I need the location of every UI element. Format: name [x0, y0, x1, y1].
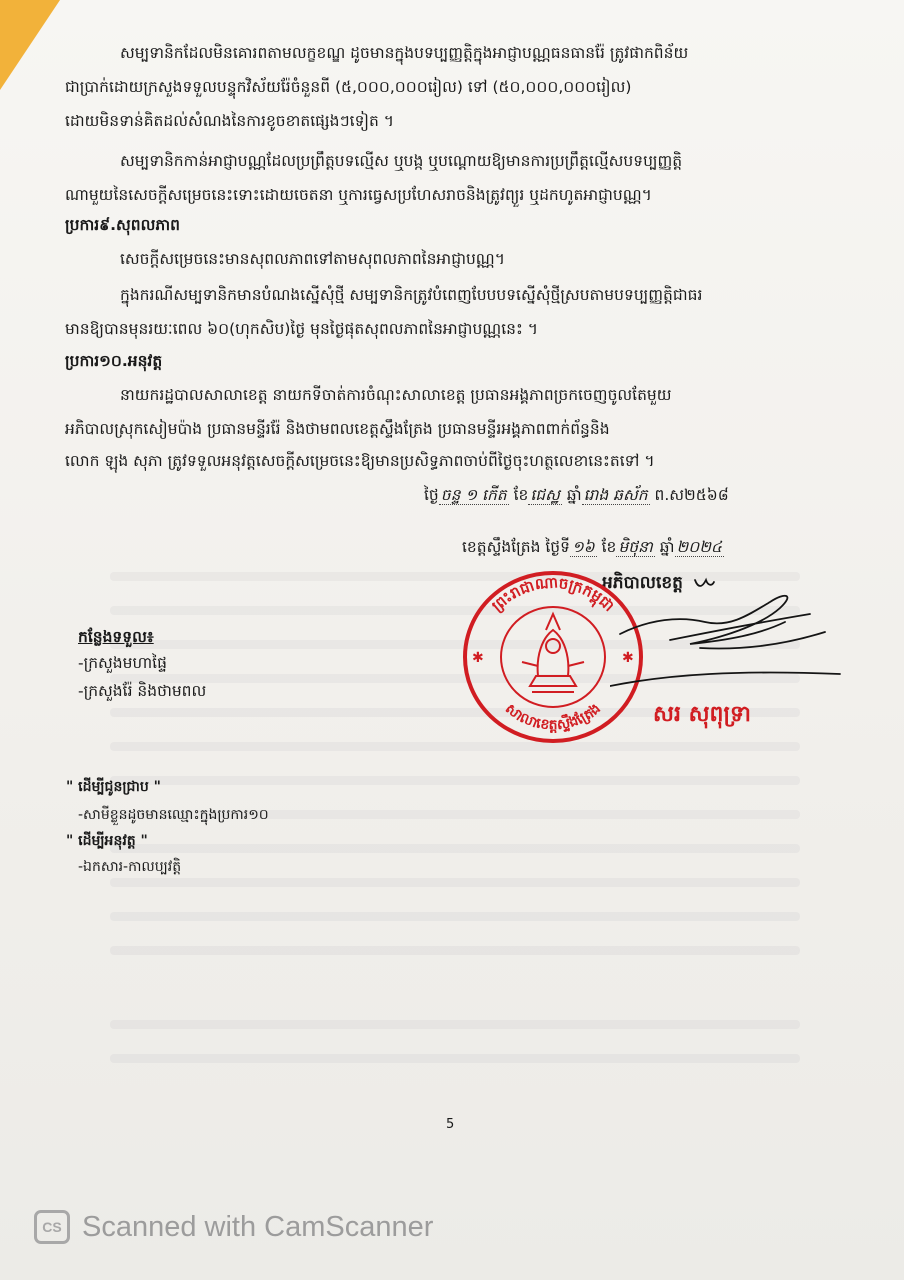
camscanner-text: Scanned with CamScanner [82, 1210, 434, 1243]
body-line: ជាប្រាក់ដោយក្រសួងទទួលបន្ទុកវិស័យរ៉ែចំនួនពី (៥,០០០,០០០រៀល) ទៅ (៥០,០០០,០០០រៀល) [65, 78, 632, 96]
body-line: មានឱ្យបានមុនរយៈពេល ៦០(ហុកសិប)ថ្ងៃ មុនថ្ងៃផុតសុពលភាពនៃអាជ្ញាបណ្ណនេះ ។ [65, 320, 538, 338]
solar-day: ១៦ [571, 538, 595, 556]
recipient-item: -ក្រសួងមហាផ្ទៃ [78, 654, 167, 672]
body-line: ដោយមិនទាន់គិតដល់សំណងនៃការខូចខាតផ្សេងៗទៀត ។ [65, 112, 395, 130]
body-line: សេចក្តីសម្រេចនេះមានសុពលភាពទៅតាមសុពលភាពនៃអាជ្ញាបណ្ណ។ [120, 250, 505, 268]
solar-year: ២០២៤ [676, 538, 722, 556]
bleed-through-line [110, 946, 800, 955]
body-line: ក្នុងករណីសម្បទានិកមានបំណងស្នើសុំថ្មី សម្បទានិកត្រូវបំពេញបែបបទស្នើសុំថ្មីស្របតាមបទប្បញ្ញត្តិជាធរ [120, 286, 703, 304]
bleed-through-line [110, 1054, 800, 1063]
for-action-heading: " ដើម្បីអនុវត្ត " [66, 833, 148, 849]
lunar-month-label: ខែ [513, 486, 529, 504]
bleed-through-line [110, 878, 800, 887]
lunar-era: ព.ស២៥៦៨ [654, 486, 729, 504]
solar-year-label: ឆ្នាំ [659, 538, 675, 556]
stamp-text-top: ព្រះរាជាណាចក្រកម្ពុជា [488, 573, 619, 616]
recipients-heading: កន្លែងទទួល៖ [78, 628, 154, 646]
lunar-year-label: ឆ្នាំ [566, 486, 582, 504]
body-line: សម្បទានិកកាន់អាជ្ញាបណ្ណដែលប្រព្រឹត្តបទល្មើស ឬបង្ក ឬបណ្តោយឱ្យមានការប្រព្រឹត្តល្មើសបទប្បញ្ញត្តិ [120, 152, 683, 170]
bleed-through-line [110, 912, 800, 921]
for-action-item: -ឯកសារ-កាលប្បវត្តិ [78, 859, 182, 875]
article-heading: ប្រការ៩.សុពលភាព [65, 216, 180, 234]
lunar-month: ជេស្ឋ [530, 486, 560, 504]
svg-text:✱: ✱ [472, 650, 484, 666]
body-line: នាយករដ្ឋបាលសាលាខេត្ត នាយកទីចាត់ការចំណុះសាលាខេត្ត ប្រធានអង្គភាពច្រកចេញចូលតែមួយ [120, 386, 672, 404]
bleed-through-line [110, 776, 800, 785]
svg-text:ព្រះរាជាណាចក្រកម្ពុជា [488, 573, 618, 615]
body-line: ណាមួយនៃសេចក្តីសម្រេចនេះទោះដោយចេតនា ឬការធ្វេសប្រហែសរាចនិងត្រូវព្យួរ ឬដកហូតអាជ្ញាបណ្ណ។ [65, 186, 652, 204]
svg-text:សាលាខេត្តស្ទឹងត្រែង [502, 701, 604, 734]
body-line: លោក ឡុង សុភា ត្រូវទទួលអនុវត្តសេចក្តីសម្រេចនេះឱ្យមានប្រសិទ្ធភាពចាប់ពីថ្ងៃចុះហត្ថលេខានេះតទៅ ។ [65, 452, 655, 470]
signer-title: អភិបាលខេត្ត [602, 573, 683, 593]
body-line: អភិបាលស្រុកសៀមប៉ាង ប្រធានមន្ទីររ៉ែ និងថាមពលខេត្តស្ទឹងត្រែង ប្រធានមន្ទីរអង្គភាពពាក់ព័ន្ធនិង [65, 420, 610, 438]
signature [610, 574, 850, 704]
bleed-through-line [110, 742, 800, 751]
stamp-text-bottom: សាលាខេត្តស្ទឹងត្រែង [502, 700, 604, 734]
camscanner-watermark [34, 1210, 433, 1244]
lunar-year: រោង ឆស័ក [583, 486, 648, 504]
for-info-heading: " ដើម្បីជូនជ្រាប " [66, 779, 161, 795]
svg-text:✱: ✱ [622, 650, 634, 666]
bleed-through-line [110, 1020, 800, 1029]
page-corner-fold [0, 0, 60, 90]
article-heading: ប្រការ១០.អនុវត្ត [65, 352, 163, 370]
body-line: សម្បទានិកដែលមិនគោរពតាមលក្ខខណ្ឌ ដូចមានក្នុងបទប្បញ្ញត្តិក្នុងអាជ្ញាបណ្ណធនធានរ៉ែ ត្រូវផាកពិន័យ [120, 44, 689, 62]
solar-date-prefix: ខេត្តស្ទឹងត្រែង ថ្ងៃទី [462, 538, 570, 556]
page-number: 5 [446, 1117, 455, 1132]
solar-date [462, 536, 724, 558]
lunar-date [424, 484, 729, 506]
signer-name: សរ សុពុទ្រា [653, 702, 752, 727]
recipient-item: -ក្រសួងរ៉ែ និងថាមពល [78, 682, 207, 700]
lunar-date-prefix: ថ្ងៃ [424, 486, 439, 504]
lunar-day: ចន្ទ ១ កើត [440, 486, 507, 504]
bleed-through-line [110, 844, 800, 853]
camscanner-logo-icon: CS [34, 1210, 70, 1244]
for-info-item: -សាមីខ្លួនដូចមានឈ្មោះក្នុងប្រការ១០ [78, 807, 269, 823]
solar-month: មិថុនា [618, 538, 653, 556]
solar-month-label: ខែ [601, 538, 617, 556]
